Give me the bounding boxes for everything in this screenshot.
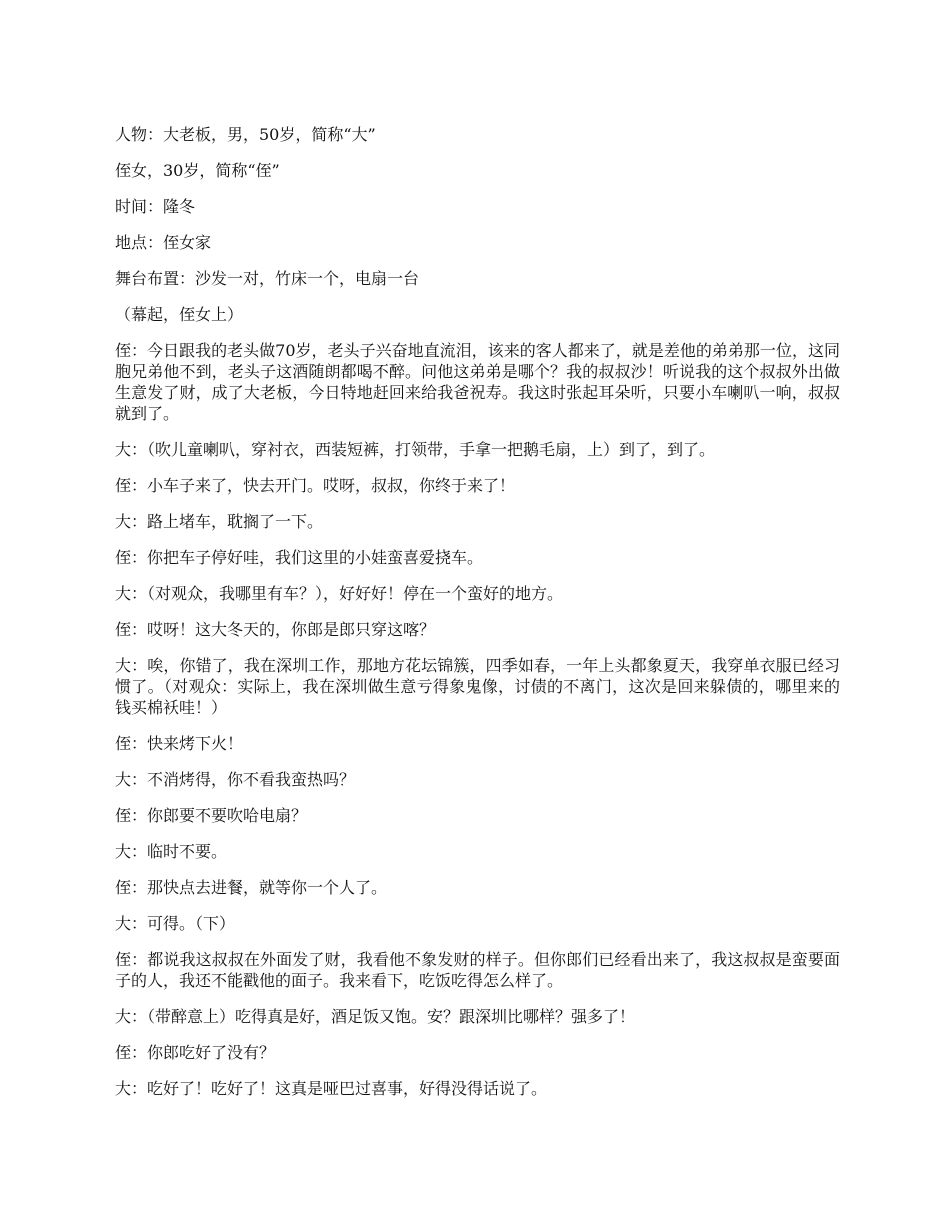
dialogue-line: 侄：都说我这叔叔在外面发了财，我看他不象发财的样子。但你郎们已经看出来了，我这叔叔是蛮要面子的人，我还不能戳他的面子。我来看下，吃饭吃得怎么样了。 [115,950,840,990]
dialogue-line: 大：不消烤得，你不看我蛮热吗？ [115,770,356,789]
cast-line-boss: 人物：大老板，男，50岁，简称“大” [115,125,376,144]
dialogue-line: 大：路上堵车，耽搁了一下。 [115,512,324,531]
cast-line-niece: 侄女，30岁，简称“侄” [115,161,280,180]
stage-setting-line: 舞台布置：沙发一对，竹床一个，电扇一台 [115,269,420,288]
dialogue-line: 大：（对观众，我哪里有车？），好好好！停在一个蛮好的地方。 [115,584,564,603]
dialogue-line: 侄：哎呀！这大冬天的，你郎是郎只穿这喀？ [115,620,436,639]
stage-direction-curtain: （幕起，侄女上） [115,305,244,324]
dialogue-line: 侄：快来烤下火！ [115,734,244,753]
script-document [115,124,840,1114]
dialogue-line: 侄：你把车子停好哇，我们这里的小娃蛮喜爱挠车。 [115,548,484,567]
dialogue-line: 侄：今日跟我的老头做70岁，老头子兴奋地直流泪，该来的客人都来了，就是差他的弟弟那一位，这同胞兄弟他不到，老头子这酒随朗都喝不醉。问他这弟弟是哪个？我的叔叔沙！听说我的这个叔叔外出做生意发了财，成了大老板，今日特地赶回来给我爸祝寿。我这时张起耳朵听，只要小车喇叭一响，叔叔就到了。 [115,341,840,423]
dialogue-line: 大：（带醉意上）吃得真是好，酒足饭又饱。安？跟深圳比哪样？强多了！ [115,1007,636,1026]
dialogue-line: 大：（吹儿童喇叭，穿衬衣，西装短裤，打领带，手拿一把鹅毛扇，上）到了，到了。 [115,440,716,459]
dialogue-line: 大：可得。（下） [115,914,236,933]
dialogue-line: 侄：小车子来了，快去开门。哎呀，叔叔，你终于来了！ [115,476,516,495]
dialogue-line: 侄：你郎吃好了没有？ [115,1043,276,1062]
dialogue-line: 大：唉，你错了，我在深圳工作，那地方花坛锦簇，四季如春，一年上头都象夏天，我穿单衣服已经习惯了。（对观众：实际上，我在深圳做生意亏得象鬼像，讨债的不离门，这次是回来躲债的，哪里来的钱买棉袄哇！） [115,656,840,717]
dialogue-line: 侄：你郎要不要吹哈电扇？ [115,806,308,825]
dialogue-line: 大：临时不要。 [115,842,228,861]
location-line: 地点：侄女家 [115,233,212,252]
time-line: 时间：隆冬 [115,197,196,216]
dialogue-line: 侄：那快点去进餐，就等你一个人了。 [115,878,388,897]
dialogue-line: 大：吃好了！吃好了！这真是哑巴过喜事，好得没得话说了。 [115,1079,548,1098]
